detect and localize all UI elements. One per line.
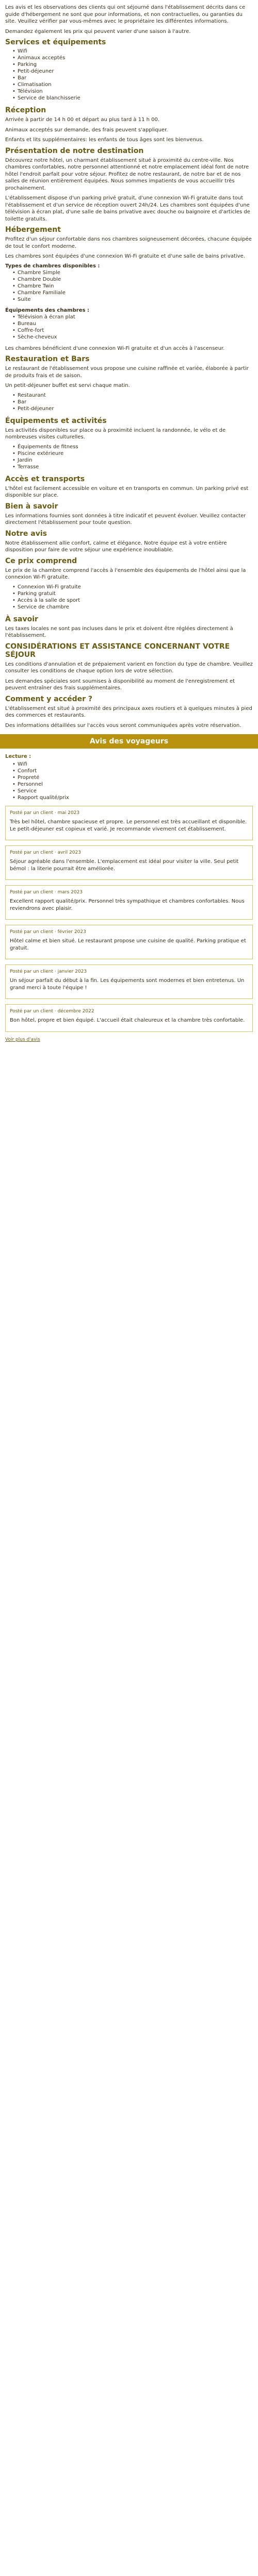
presentation-title: Présentation de notre destination [5, 146, 144, 155]
equip-item: • Sèche-cheveux [12, 334, 253, 340]
comment-title: Comment y accéder ? [5, 694, 93, 703]
prix-list [12, 584, 253, 610]
hebergement-text-2: Les chambres sont équipées d'une connexion Wi-Fi gratuite et d'une salle de bains privative. [5, 253, 245, 259]
conditions-title: CONSIDÉRATIONS ET ASSISTANCE CONCERNANT VOTRE SÉJOUR [5, 642, 230, 659]
chambres-item: • Chambre Twin [12, 283, 253, 289]
prix-item: • Service de chambre [12, 604, 253, 610]
review-text: Un séjour parfait du début à la fin. Les équipements sont modernes et bien entretenus. Un grand merci à toute l'équipe ! [10, 978, 245, 991]
savoir-title: À savoir [5, 615, 38, 623]
restau-list [12, 393, 253, 412]
review-text: Très bel hôtel, chambre spacieuse et propre. Le personnel est très accueillant et disponible. Le petit-déjeuner est copieux et varié. Je recommande vivement cet établissement. [10, 819, 247, 832]
chambres-item: • Chambre Simple [12, 270, 253, 276]
prix-item: • Accès à la salle de sport [12, 598, 253, 603]
intro-block [0, 0, 258, 729]
conditions-text-2: Les demandes spéciales sont soumises à disponibilité au moment de l'enregistrement et peuvent entraîner des frais supplémentaires. [5, 678, 235, 691]
services-item: • Petit-déjeuner [12, 69, 253, 74]
restau-text-2: Un petit-déjeuner buffet est servi chaque matin. [5, 383, 130, 388]
prix-title: Ce prix comprend [5, 556, 77, 565]
reviews-block [0, 754, 258, 1042]
equip-item: • Bureau [12, 321, 253, 327]
review-text: Excellent rapport qualité/prix. Personnel très sympathique et chambres confortables. Nous reviendrons avec plaisir. [10, 899, 245, 911]
restau-item: • Petit-déjeuner [12, 406, 253, 412]
lecture-list [12, 761, 253, 801]
review-meta: Posté par un client · janvier 2023 [10, 969, 87, 974]
equipments-list [12, 444, 253, 470]
restau-text: Le restaurant de l'établissement vous propose une cuisine raffinée et variée, élaborée à partir de produits frais et de saison. [5, 366, 249, 379]
equip-item: • Télévision à écran plat [12, 314, 253, 320]
services-item: • Climatisation [12, 82, 253, 88]
equipments-item: • Équipements de fitness [12, 444, 253, 450]
intro-text-2: Demandez également les prix qui peuvent varier d'une saison à l'autre. [5, 28, 191, 35]
prix-item: • Parking gratuit [12, 591, 253, 597]
lecture-item: • Wifi [12, 761, 253, 767]
services-item: • Animaux acceptés [12, 55, 253, 61]
arrival-text-3: Enfants et lits supplémentaires: les enfants de tous âges sont les bienvenus. [5, 137, 204, 143]
review-text: Bon hôtel, propre et bien équipé. L'accueil était chaleureux et la chambre très confortable. [10, 1018, 245, 1023]
equipments-title: Équipements et activités [5, 416, 107, 425]
chambres-label: Types de chambres disponibles : [5, 263, 100, 269]
review-meta: Posté par un client · décembre 2022 [10, 1009, 94, 1014]
services-item: • Bar [12, 75, 253, 81]
review-meta: Posté par un client · mai 2023 [10, 810, 80, 816]
equipments-text: Les activités disponibles sur place ou à proximité incluent la randonnée, le vélo et de nombreuses visites culturelles. [5, 427, 226, 440]
review-card [5, 806, 253, 840]
lecture-item: • Service [12, 788, 253, 794]
services-item: • Télévision [12, 89, 253, 94]
lecture-item: • Confort [12, 768, 253, 774]
equipments-item: • Jardin [12, 457, 253, 463]
restau-item: • Restaurant [12, 393, 253, 398]
more-reviews-link[interactable]: Voir plus d'avis [5, 1037, 40, 1042]
presentation-text-2: L'établissement dispose d'un parking privé gratuit, d'une connexion Wi-Fi gratuite dans tout l'établissement et d'un service de réception ouvert 24h/24. Les chambres sont équipées d'une télévision à écran plat, d'une salle de bains privative avec douche ou baignoire et d'articles de toilette gratuits. [5, 195, 250, 222]
notre-avis-title: Notre avis [5, 529, 47, 538]
bien-title: Bien à savoir [5, 502, 58, 511]
review-meta: Posté par un client · mars 2023 [10, 890, 83, 895]
lecture-label: Lecture : [5, 754, 31, 759]
notre-avis-text: Notre établissement allie confort, calme et élégance. Notre équipe est à votre entière disposition pour faire de votre séjour une expérience inoubliable. [5, 540, 227, 553]
equip-list [12, 314, 253, 340]
review-meta: Posté par un client · avril 2023 [10, 850, 81, 855]
equip-label: Équipements des chambres : [5, 307, 89, 313]
services-item: • Service de blanchisserie [12, 95, 253, 101]
services-item: • Wifi [12, 48, 253, 54]
arrival-text-2: Animaux acceptés sur demande, des frais peuvent s'appliquer. [5, 127, 168, 133]
prix-text: Le prix de la chambre comprend l'accès à l'ensemble des équipements de l'hôtel ainsi que la connexion Wi-Fi gratuite. [5, 567, 246, 580]
review-meta: Posté par un client · février 2023 [10, 929, 86, 935]
intro-text: Les avis et les observations des clients qui ont séjourné dans l'établissement décrits dans ce guide d'hébergement ne sont que pour informations, et non contractuelles, ou garanties du site. Veuillez vérifier par vous-mêmes avec le propriétaire les différentes informations. [5, 5, 246, 24]
review-card [5, 964, 253, 999]
review-text: Séjour agréable dans l'ensemble. L'emplacement est idéal pour visiter la ville. Seul petit bémol : la literie pourrait être améliorée. [10, 859, 239, 872]
chambres-item: • Suite [12, 297, 253, 302]
equip-item: • Coffre-fort [12, 328, 253, 333]
lecture-item: • Personnel [12, 782, 253, 787]
arrival-text-1: Arrivée à partir de 14 h 00 et départ au plus tard à 11 h 00. [5, 117, 160, 123]
chambres-list [12, 270, 253, 302]
savoir-text: Les taxes locales ne sont pas incluses dans le prix et doivent être réglées directement à l'établissement. [5, 625, 233, 638]
acces-title: Accès et transports [5, 474, 85, 483]
review-card [5, 1004, 253, 1032]
chambres-item: • Chambre Familiale [12, 290, 253, 296]
hebergement-title: Hébergement [5, 226, 61, 234]
comment-text: L'établissement est situé à proximité des principaux axes routiers et à quelques minutes à pied des commerces et restaurants. [5, 705, 252, 718]
restau-title: Restauration et Bars [5, 355, 90, 363]
services-title: Services et équipements [5, 38, 106, 46]
lecture-item: • Propreté [12, 775, 253, 781]
services-list [12, 48, 253, 101]
lecture-item: • Rapport qualité/prix [12, 795, 253, 801]
conditions-text: Les conditions d'annulation et de prépaiement varient en fonction du type de chambre. Veuillez consulter les conditions de chaque option lors de votre sélection. [5, 661, 253, 674]
review-card [5, 845, 253, 880]
hebergement-text: Profitez d'un séjour confortable dans nos chambres soigneusement décorées, chacune équipée de tout le confort moderne. [5, 236, 252, 249]
chambres-item: • Chambre Double [12, 277, 253, 282]
presentation-text: Découvrez notre hôtel, un charmant établissement situé à proximité du centre-ville. Nos chambres confortables, notre personnel attentionné et notre emplacement idéal font de notre hôtel l'endroit parfait pour votre séjour. Profitez de notre restaurant, de notre bar et de nos salles de réunion entièrement équipées. Nous sommes impatients de vous accueillir très prochainement. [5, 157, 249, 191]
bien-text: Les informations fournies sont données à titre indicatif et peuvent évoluer. Veuillez contacter directement l'établissement pour toute question. [5, 513, 246, 526]
restau-item: • Bar [12, 399, 253, 405]
comment-text-2: Des informations détaillées sur l'accès vous seront communiquées après votre réservation. [5, 722, 241, 728]
arrival-title: Réception [5, 106, 46, 114]
equipments-item: • Terrasse [12, 464, 253, 470]
reviews-band: Avis des voyageurs [0, 734, 258, 749]
review-card [5, 925, 253, 959]
equipments-item: • Piscine extérieure [12, 451, 253, 456]
acces-text: L'hôtel est facilement accessible en voiture et en transports en commun. Un parking privé est disponible sur place. [5, 485, 249, 498]
equip-text: Les chambres bénéficient d'une connexion Wi-Fi gratuite et d'un accès à l'ascenseur. [5, 345, 225, 351]
review-card [5, 885, 253, 920]
services-item: • Parking [12, 62, 253, 67]
review-text: Hôtel calme et bien situé. Le restaurant propose une cuisine de qualité. Parking pratique et gratuit. [10, 938, 246, 951]
prix-item: • Connexion Wi-Fi gratuite [12, 584, 253, 590]
